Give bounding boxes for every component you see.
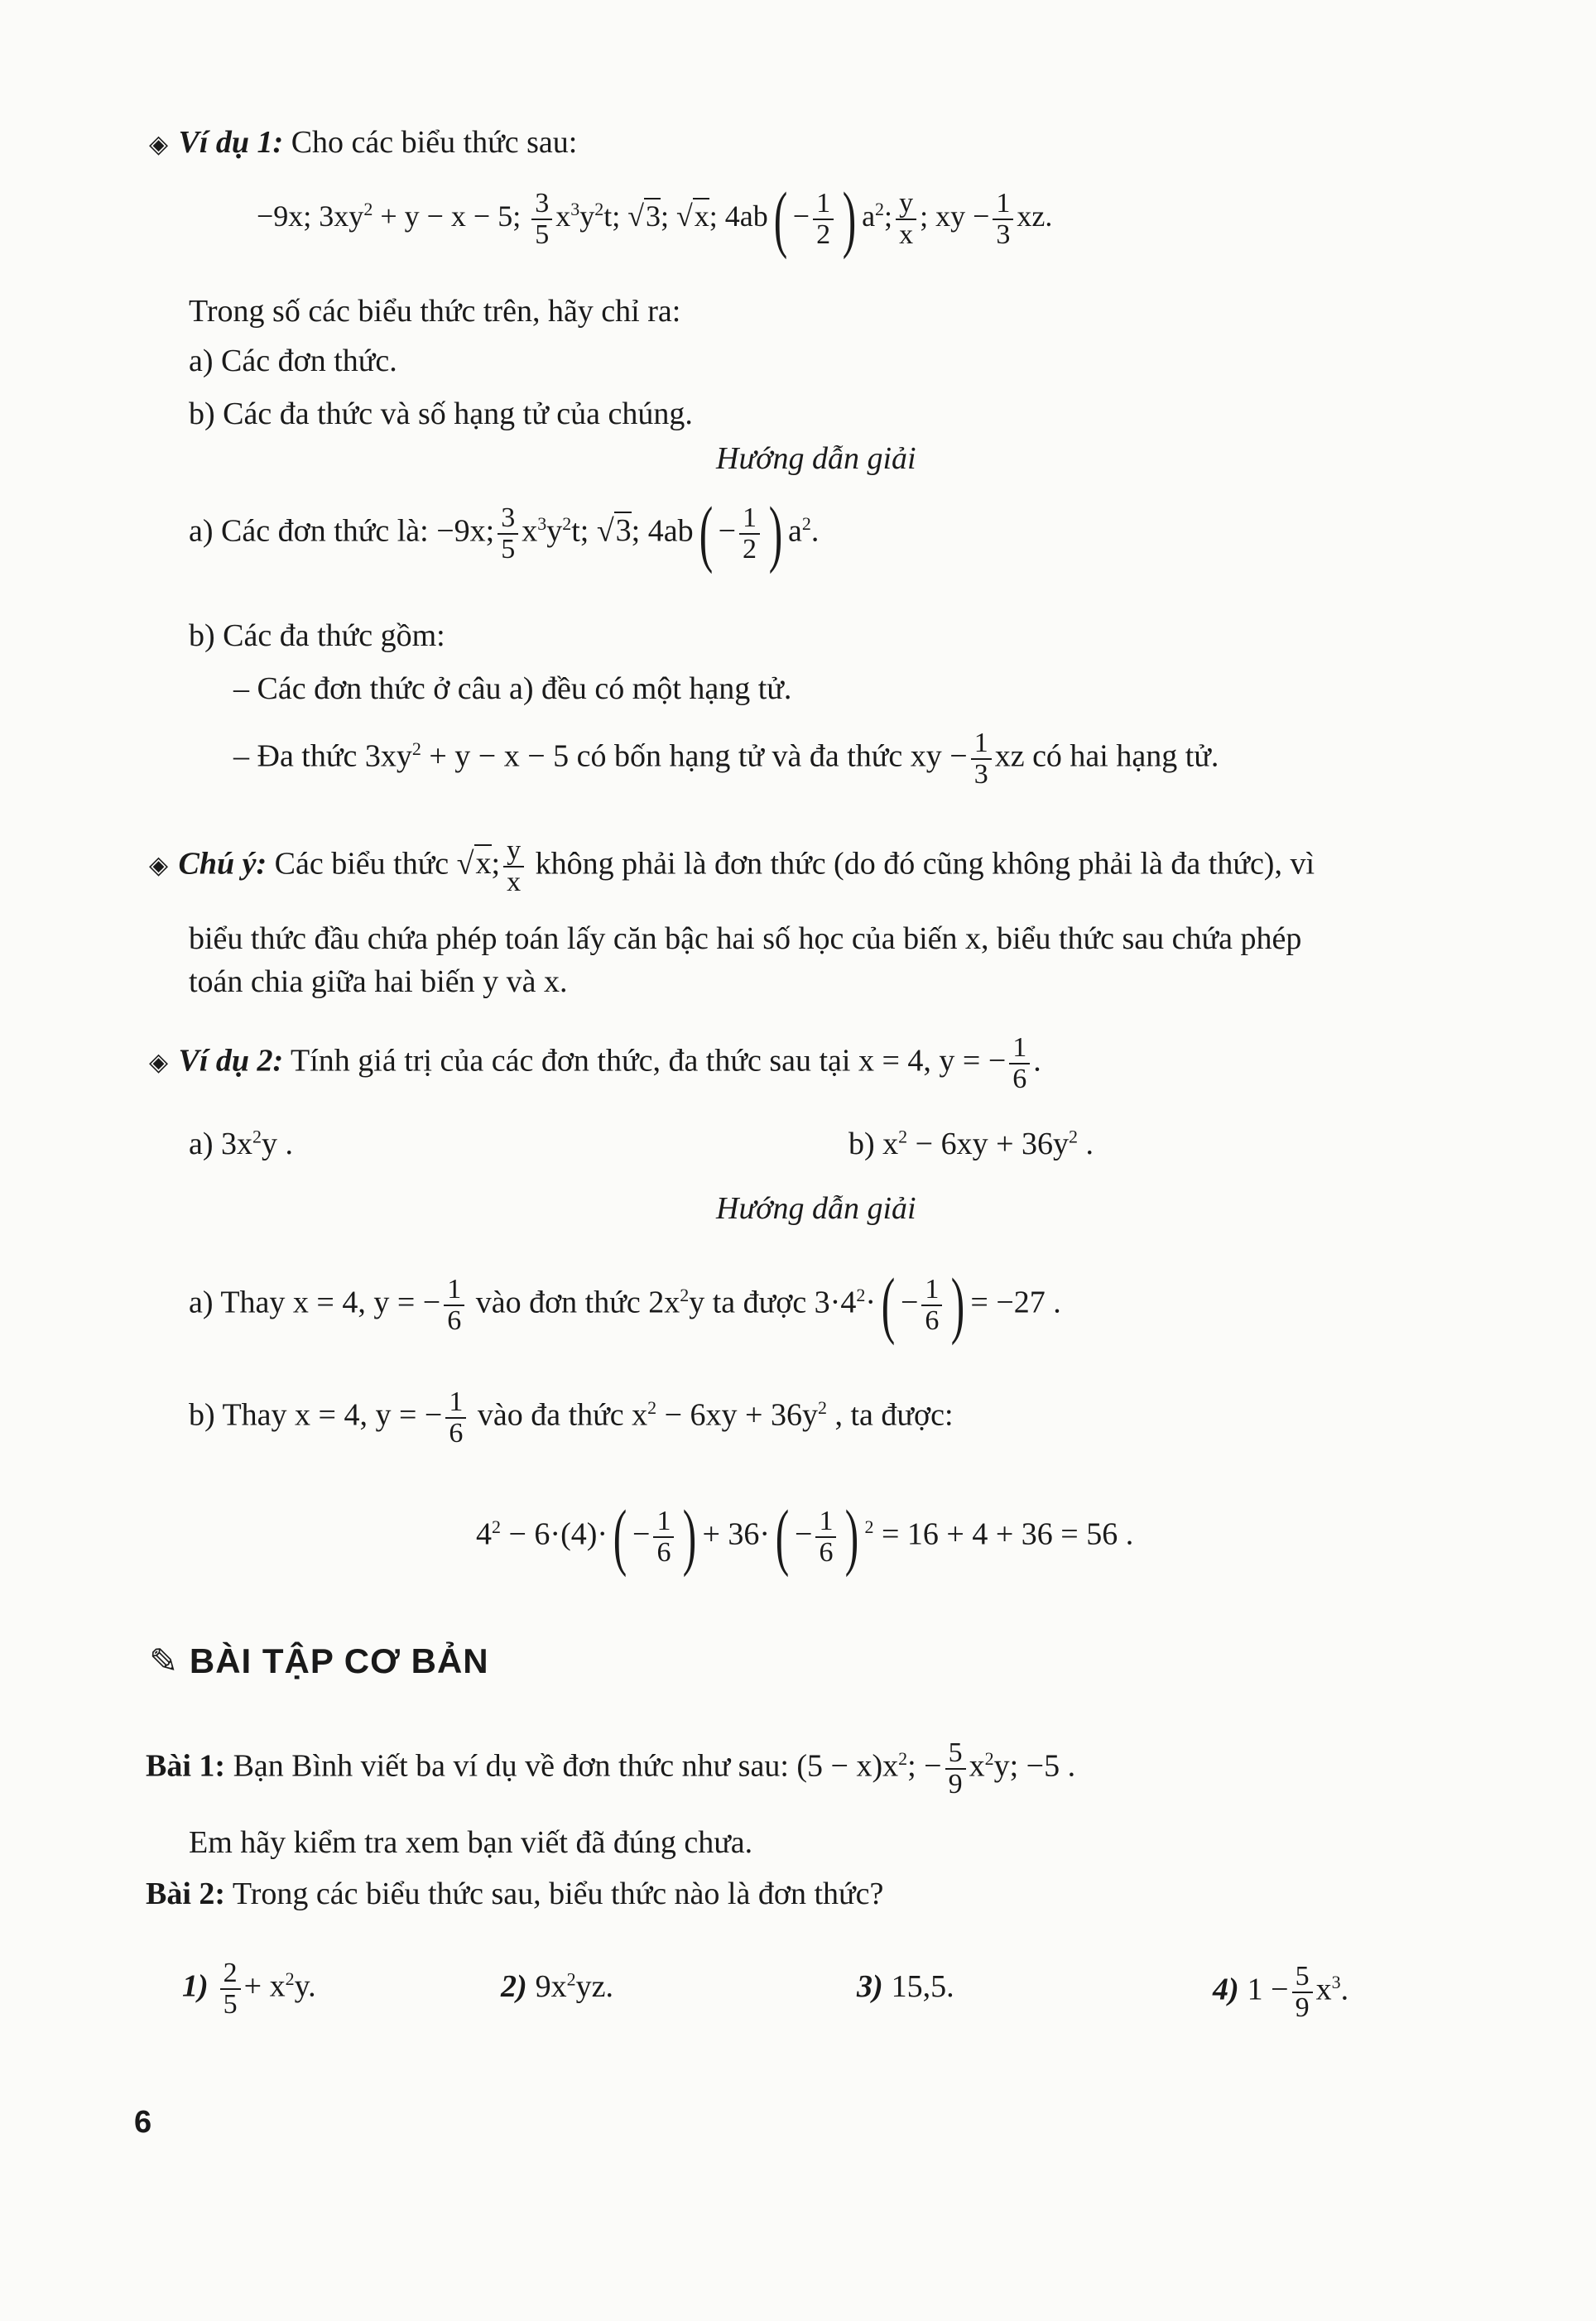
example1-intro-line [149, 123, 577, 163]
fraction: $\frac{3}{5}$ [531, 189, 552, 249]
diamond-bullet-icon: ◈ [149, 131, 169, 158]
example2-calculation: $4^2 - 6\cdot(4)\cdot$( − $\frac{1}{6}$ ) + 36·( − $\frac{1}{6}$ ) $^2$ = 16 + 4 + 36 = 56 . [476, 1495, 1134, 1578]
bai2-option-2: 2) $9x^2yz$. [501, 1968, 614, 2004]
diamond-bullet-icon: ◈ [149, 852, 169, 880]
pencil-icon: ✎ [149, 1641, 180, 1680]
example1-question: Trong số các biểu thức trên, hãy chỉ ra: [189, 294, 681, 329]
note-line3: toán chia giữa hai biến y và x. [189, 964, 568, 999]
bai1-label: Bài 1: [146, 1748, 226, 1784]
example2-question-b: b) $x^2 - 6xy + 36y^2$ . [848, 1126, 1094, 1161]
bai2-option-1: 1) $\frac{2}{5}$ + $x^2y$. [182, 1958, 316, 2020]
example1-answer-b1: – Các đơn thức ở câu a) đều có một hạng tử. [233, 671, 792, 706]
page-number: 6 [134, 2105, 152, 2140]
example1-question-b: b) Các đa thức và số hạng tử của chúng. [189, 396, 693, 431]
example1-guide-heading: Hướng dẫn giải [716, 441, 916, 476]
bai2-option-4: 4) 1 − $\frac{5}{9}$ $x^3$. [1213, 1961, 1349, 2023]
bai1-line2: Em hãy kiểm tra xem bạn viết đã đúng chưa. [189, 1825, 753, 1860]
example1-question-a: a) Các đơn thức. [189, 344, 397, 378]
note-label: Chú ý: [178, 846, 267, 882]
example1-expression: −9x; $3xy^2 + y - x - 5$; $\frac{3}{5}$ $x^3y^2t$; √3; √x; 4ab( − $\frac{1}{2}$ ) $a^2$; $\frac{y}{x}$ ; xy − $\frac{1}{3}$ xz. [257, 177, 1053, 260]
bai2-option-3: 3) 15,5. [857, 1969, 954, 2004]
example2-label: Ví dụ 2: [178, 1043, 284, 1079]
example2-guide-heading: Hướng dẫn giải [716, 1191, 916, 1226]
note-line1: ◈ Chú ý: Các biểu thức √x; $\frac{y}{x}$ không phải là đơn thức (do đó cũng không phải là đa thức), vì [149, 835, 1315, 897]
bai2-line1: Bài 2: Trong các biểu thức sau, biểu thức nào là đơn thức? [146, 1877, 884, 1911]
example2-answer-a: a) Thay x = 4, y = − $\frac{1}{6}$ vào đơn thức $2x^2y$ ta được $3\cdot 4^2\cdot$( − $\frac{1}{6}$ ) = −27 . [189, 1263, 1061, 1346]
section-title: ✎ BÀI TẬP CƠ BẢN [149, 1641, 489, 1680]
example1-intro: Cho các biểu thức sau: [291, 125, 578, 160]
note-line2: biểu thức đầu chứa phép toán lấy căn bậc hai số học của biến x, biểu thức sau chứa phép [189, 921, 1302, 956]
example1-label: Ví dụ 1: [178, 125, 284, 160]
bai1-line1: Bài 1: Bạn Bình viết ba ví dụ về đơn thức như sau: $(5 - x)x^2$; − $\frac{5}{9}$ $x^2y$; −5 . [146, 1737, 1076, 1800]
example1-answer-a: a) Các đơn thức là: −9x; $\frac{3}{5}$ $x^3y^2t$; √3; 4ab( − $\frac{1}{2}$ ) $a^2$. [189, 492, 820, 574]
example2-answer-b: b) Thay x = 4, y = − $\frac{1}{6}$ vào đa thức $x^2 - 6xy + 36y^2$ , ta được: [189, 1386, 954, 1449]
example2-intro-line: ◈ Ví dụ 2: Tính giá trị của các đơn thức, đa thức sau tại x = 4, y = − $\frac{1}{6}$ . [149, 1032, 1041, 1094]
diamond-bullet-icon: ◈ [149, 1049, 169, 1077]
example1-answer-b2: – Đa thức $3xy^2 + y - x - 5$ có bốn hạng tử và đa thức xy − $\frac{1}{3}$ xz có hai hạng tử. [233, 728, 1219, 790]
example1-answer-b: b) Các đa thức gồm: [189, 618, 445, 653]
bai2-label: Bài 2: [146, 1877, 226, 1911]
example2-question-a: a) $3x^2y$ . [189, 1126, 294, 1161]
